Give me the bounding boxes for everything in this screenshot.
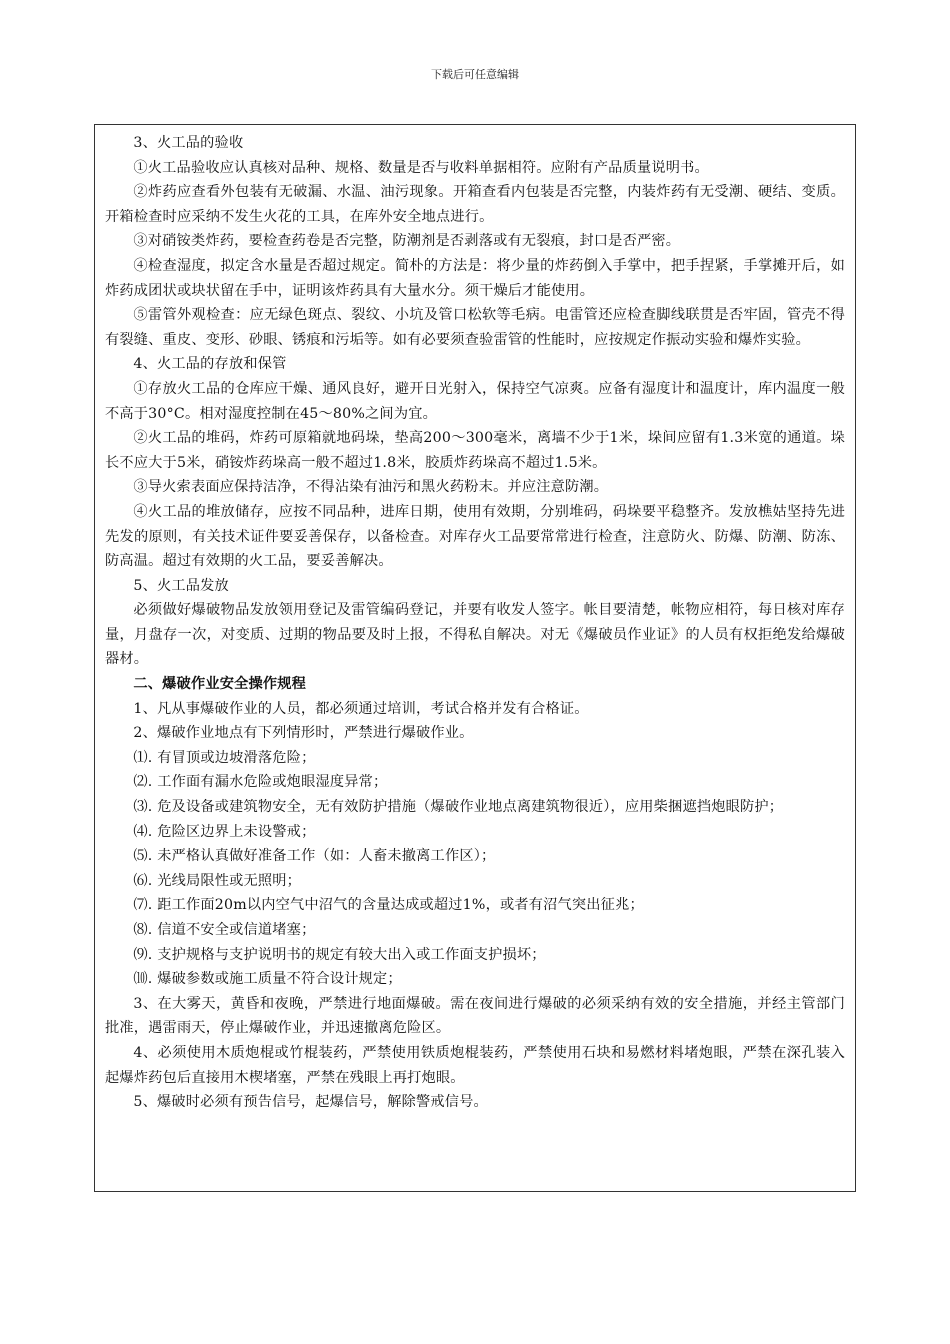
- document-body: [95, 125, 855, 1115]
- paragraph: ⑺. 距工作面20m以内空气中沼气的含量达成或超过1%，或者有沼气突出征兆；: [133, 897, 644, 914]
- paragraph: 3、在大雾天，黄昏和夜晚，严禁进行地面爆破。需在夜间进行爆破的必须采纳有效的安全措施，并经主管部门批准，遇雷雨天，停止爆破作业，并迅速撤离危险区。: [105, 995, 845, 1037]
- paragraph: 必须做好爆破物品发放领用登记及雷管编码登记，并要有收发人签字。帐目要清楚，帐物应相符，每日核对库存量，月盘存一次，对变质、过期的物品要及时上报，不得私自解决。对无《爆破员作业证》的人员有权拒绝发给爆破器材。: [105, 602, 845, 668]
- paragraph: 3、火工品的验收: [133, 135, 244, 151]
- page-header: 下载后可任意编辑: [431, 68, 519, 81]
- paragraph: ⑼. 支护规格与支护说明书的规定有较大出入或工作面支护损坏；: [133, 946, 546, 963]
- paragraph: ⑤雷管外观检查：应无绿色斑点、裂纹、小坑及管口松软等毛病。电雷管还应检查脚线联贯是否牢固，管壳不得有裂缝、重皮、变形、砂眼、锈痕和污垢等。如有必要须查验雷管的性能时，应按规定作振动实验和爆炸实验。: [105, 307, 845, 348]
- section-heading: 二、爆破作业安全操作规程: [133, 676, 307, 693]
- paragraph: 1、凡从事爆破作业的人员，都必须通过培训，考试合格并发有合格证。: [133, 700, 589, 717]
- paragraph: ①存放火工品的仓库应干燥、通风良好，避开日光射入，保持空气凉爽。应备有湿度计和温度计，库内温度一般不高于30°C。相对湿度控制在45～80%之间为宜。: [105, 380, 845, 422]
- document-frame: [94, 124, 856, 1192]
- paragraph: ②炸药应查看外包装有无破漏、水温、油污现象。开箱查看内包装是否完整，内装炸药有无受潮、硬结、变质。开箱检查时应采纳不发生火花的工具，在库外安全地点进行。: [105, 184, 845, 225]
- paragraph: 5、火工品发放: [133, 577, 229, 594]
- paragraph: 5、爆破时必须有预告信号，起爆信号，解除警戒信号。: [133, 1094, 488, 1111]
- paragraph: ①火工品验收应认真核对品种、规格、数量是否与收料单据相符。应附有产品质量说明书。: [133, 159, 709, 176]
- paragraph: ④火工品的堆放储存，应按不同品种，进库日期，使用有效期，分别堆码，码垛要平稳整齐。发放樵姑坚持先进先发的原则，有关技术证件要妥善保存，以备检查。对库存火工品要常常进行检查，注意防火、防爆、防潮、防冻、防高温。超过有效期的火工品，要妥善解决。: [105, 503, 845, 570]
- paragraph: ⑽. 爆破参数或施工质量不符合设计规定；: [133, 971, 402, 988]
- paragraph: ③对硝铵类炸药，要检查药卷是否完整，防潮剂是否剥落或有无裂痕，封口是否严密。: [133, 233, 681, 250]
- paragraph: ⑸. 未严格认真做好准备工作（如：人畜未撤离工作区）；: [133, 848, 496, 865]
- paragraph: 4、必须使用木质炮棍或竹棍装药，严禁使用铁质炮棍装药，严禁使用石块和易燃材料堵炮眼，严禁在深孔装入起爆炸药包后直接用木楔堵塞，严禁在残眼上再打炮眼。: [105, 1044, 845, 1086]
- paragraph: 2、爆破作业地点有下列情形时，严禁进行爆破作业。: [133, 725, 474, 742]
- paragraph: 4、火工品的存放和保管: [133, 356, 287, 373]
- paragraph: ⑹. 光线局限性或无照明；: [133, 872, 302, 889]
- paragraph: ③导火索表面应保持洁净，不得沾染有油污和黑火药粉末。并应注意防潮。: [133, 479, 609, 496]
- paragraph: ⑷. 危险区边界上未设警戒；: [133, 823, 316, 840]
- paragraph: ④检查湿度，拟定含水量是否超过规定。简朴的方法是：将少量的炸药倒入手掌中，把手捏紧，手掌摊开后，如炸药成团状或块状留在手中，证明该炸药具有大量水分。须干燥后才能使用。: [105, 257, 845, 299]
- paragraph: ⑻. 信道不安全或信道堵塞；: [133, 922, 316, 938]
- paragraph: ②火工品的堆码，炸药可原箱就地码垛，垫高200～300毫米，离墙不少于1米，垛间应留有1.3米宽的通道。垛长不应大于5米，硝铵炸药垛高一般不超过1.8米，胶质炸药垛高不超过1.5米。: [105, 430, 845, 471]
- paragraph: ⑴. 有冒顶或边坡滑落危险；: [133, 749, 316, 766]
- paragraph: ⑶. 危及设备或建筑物安全，无有效防护措施（爆破作业地点离建筑物很近），应用柴捆遮挡炮眼防护；: [133, 799, 784, 816]
- paragraph: ⑵. 工作面有漏水危险或炮眼湿度异常；: [133, 774, 388, 791]
